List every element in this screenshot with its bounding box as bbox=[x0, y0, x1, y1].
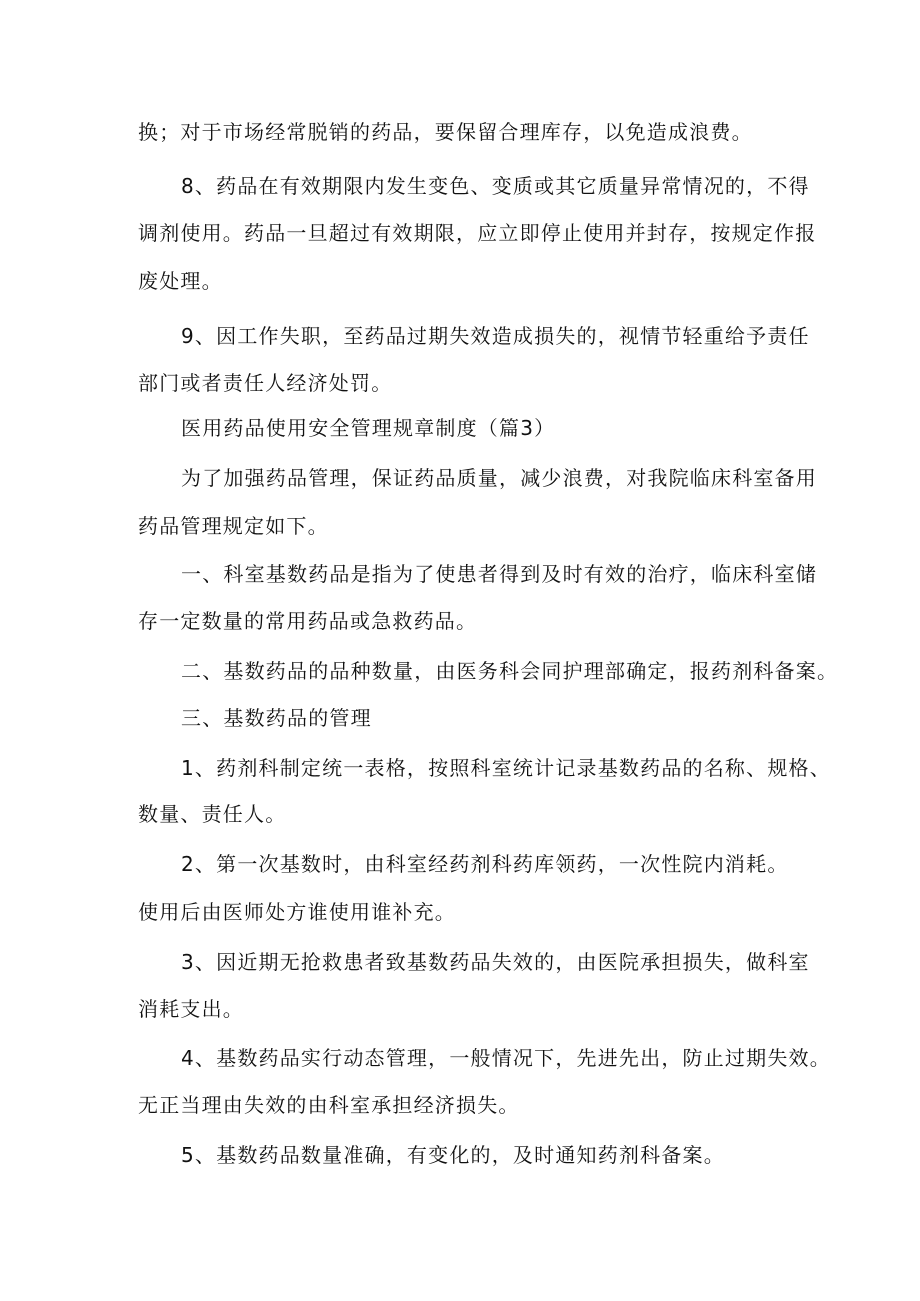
paragraph-line: 数量、责任人。 bbox=[138, 802, 287, 826]
paragraph-line: 2、第一次基数时，由科室经药剂科药库领药，一次性院内消耗。 bbox=[181, 852, 789, 876]
paragraph-line: 二、基数药品的品种数量，由医务科会同护理部确定，报药剂科备案。 bbox=[181, 659, 839, 683]
paragraph-line: 消耗支出。 bbox=[138, 997, 244, 1021]
paragraph-line: 4、基数药品实行动态管理，一般情况下，先进先出，防止过期失效。 bbox=[181, 1046, 831, 1070]
paragraph-line: 药品管理规定如下。 bbox=[138, 514, 329, 538]
paragraph-line: 8、药品在有效期限内发生变色、变质或其它质量异常情况的，不得 bbox=[181, 174, 810, 198]
section-title: 医用药品使用安全管理规章制度（篇3） bbox=[181, 416, 556, 440]
paragraph-line: 1、药剂科制定统一表格，按照科室统计记录基数药品的名称、规格、 bbox=[181, 756, 831, 780]
paragraph-line: 9、因工作失职，至药品过期失效造成损失的，视情节轻重给予责任 bbox=[181, 324, 810, 348]
paragraph-line: 部门或者责任人经济处罚。 bbox=[138, 371, 393, 395]
paragraph-line: 换；对于市场经常脱销的药品，要保留合理库存，以免造成浪费。 bbox=[138, 120, 753, 144]
paragraph-line: 为了加强药品管理，保证药品质量，减少浪费，对我院临床科室备用 bbox=[181, 466, 817, 490]
paragraph-line: 三、基数药品的管理 bbox=[181, 706, 372, 730]
paragraph-line: 调剂使用。药品一旦超过有效期限，应立即停止使用并封存，按规定作报 bbox=[138, 221, 817, 245]
paragraph-line: 废处理。 bbox=[138, 269, 223, 293]
paragraph-line: 无正当理由失效的由科室承担经济损失。 bbox=[138, 1093, 520, 1117]
paragraph-line: 5、基数药品数量准确，有变化的，及时通知药剂科备案。 bbox=[181, 1143, 725, 1167]
paragraph-line: 3、因近期无抢救患者致基数药品失效的，由医院承担损失，做科室 bbox=[181, 950, 810, 974]
paragraph-line: 一、科室基数药品是指为了使患者得到及时有效的治疗，临床科室储 bbox=[181, 562, 817, 586]
paragraph-line: 存一定数量的常用药品或急救药品。 bbox=[138, 609, 478, 633]
paragraph-line: 使用后由医师处方谁使用谁补充。 bbox=[138, 900, 456, 924]
